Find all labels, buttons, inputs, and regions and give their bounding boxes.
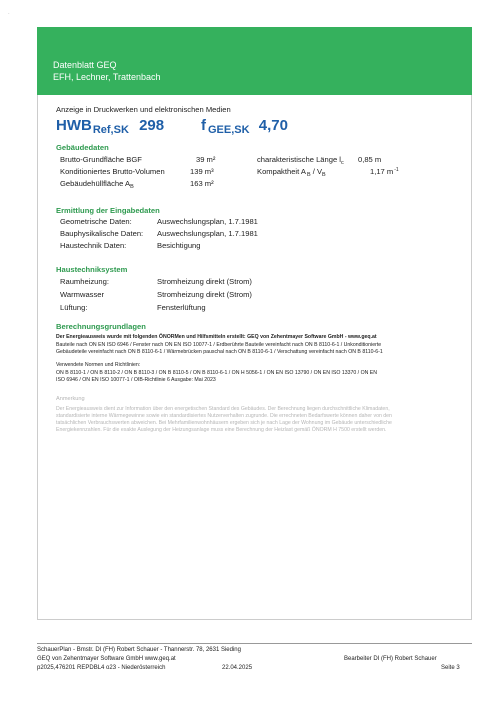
lc-label-text: charakteristische Länge l: [257, 155, 341, 164]
eingabe-row-value: Auswechslungsplan, 1.7.1981: [157, 217, 258, 226]
berechnung-heading: Berechnungsgrundlagen: [56, 322, 146, 331]
hwb-sub: Ref,SK: [92, 124, 129, 136]
ag-label-text: Gebäudehüllfläche A: [60, 179, 131, 188]
lc-sub: c: [341, 160, 344, 166]
kompakt-label-text: Kompaktheit A: [257, 167, 306, 176]
hwb-label: [56, 117, 164, 136]
eingabe-row-value: Auswechslungsplan, 1.7.1981: [157, 229, 258, 238]
footer-project-id: p2025,476201 REPDBL4 o23 - Niederösterreich: [37, 665, 166, 671]
normen-line: ON B 8110-1 / ON B 8110-2 / ON B 8110-3 / ON B 8110-5 / ON B 8110-6-1 / ON H 5056-1 / ON EN ISO 13790 / ON EN ISO 13370 / ON EN: [56, 370, 377, 376]
bgf-label: Brutto-Grundfläche BGF: [60, 155, 142, 164]
footer-divider: [37, 643, 472, 644]
header-subtitle: EFH, Lechner, Trattenbach: [53, 72, 161, 82]
kompakt-sub1: B: [306, 172, 311, 178]
header-banner: [37, 27, 472, 95]
eingabe-row-label: Bauphysikalische Daten:: [60, 229, 144, 238]
haustechnik-row-label: Lüftung:: [60, 303, 88, 312]
bv-label: Konditioniertes Brutto-Volumen: [60, 167, 165, 176]
ag-sub: B: [130, 184, 134, 190]
lc-label: [257, 155, 344, 166]
haustechnik-row-value: Fensterlüftung: [157, 303, 206, 312]
berechnung-line: Gebäudeteile vereinfacht nach ON B 8110-6-1 / Wärmebrücken pauschal nach ON B 8110-6-1 / Verschattung vereinfacht nach ON B 8110-6-1: [56, 349, 383, 355]
bgf-value: 39 m²: [196, 155, 216, 164]
eingabe-row-label: Haustechnik Daten:: [60, 241, 127, 250]
anmerkung-line: tatsächlichen Verbrauchswerten abweichen. Bei Mehrfamilienwohnhäusern ergeben sich je nach Lage der Wohnung im Gebäude unterschiedliche: [56, 420, 392, 426]
eingabe-row-label: Geometrische Daten:: [60, 217, 132, 226]
kompakt-sub2: B: [322, 172, 326, 178]
footer-date: 22.04.2025: [222, 665, 253, 671]
hwb-value: 298: [139, 117, 165, 134]
haustechnik-row-value: Stromheizung direkt (Strom): [157, 290, 252, 299]
haustechnik-row-label: Raumheizung:: [60, 277, 109, 286]
fgee-label-text: f: [201, 117, 206, 134]
kompakt-label: [257, 167, 326, 178]
footer-software: GEQ von Zehentmayer Software GmbH www.geq.at: [37, 656, 176, 662]
eingabe-row-value: Besichtigung: [157, 241, 201, 250]
haustechnik-row-value: Stromheizung direkt (Strom): [157, 277, 252, 286]
fgee-label: [201, 117, 288, 136]
anmerkung-line: Energiekennzahlen. Für die exakte Auslegung der Heizungsanlage muss eine Berechnung der Heizlast gemäß ÖNORM H 7500 erstellt werden.: [56, 427, 387, 433]
footer-company: SchauerPlan - Bmstr. DI (FH) Robert Schauer - Thannerstr. 78, 2631 Sieding: [37, 647, 241, 653]
ag-label: [60, 179, 134, 190]
bv-value: 139 m³: [190, 167, 214, 176]
lc-value: 0,85 m: [358, 155, 382, 164]
normen-line: ISO 6946 / ON EN ISO 10077-1 / OIB-Richtlinie 6 Ausgabe: Mai 2023: [56, 377, 216, 383]
fgee-value: 4,70: [258, 117, 288, 134]
ag-value: 163 m²: [190, 179, 214, 188]
anmerkung-heading: Anmerkung: [56, 396, 85, 402]
kompakt-mid: / V: [310, 167, 323, 176]
berechnung-bold-line: Der Energieausweis wurde mit folgenden ÖNORMen und Hilfsmitteln erstellt: GEQ von Zehentmayer Software GmbH - www.geq.at: [56, 334, 377, 340]
haustechnik-row-label: Warmwasser: [60, 290, 105, 299]
footer-page-number: Seite 3: [441, 665, 460, 671]
footer-bearbeiter: Bearbeiter DI (FH) Robert Schauer: [344, 656, 437, 662]
intro-text: Anzeige in Druckwerken und elektronischen Medien: [56, 105, 231, 114]
kompakt-exp: -1: [394, 167, 399, 173]
kompakt-value-text: 1,17 m: [370, 167, 394, 176]
eingabedaten-heading: Ermittlung der Eingabedaten: [56, 206, 160, 215]
header-title: Datenblatt GEQ: [53, 60, 117, 70]
hwb-label-text: HWB: [56, 117, 92, 134]
fgee-sub: GEE,SK: [208, 124, 250, 136]
haustechnik-heading: Haustechniksystem: [56, 265, 128, 274]
gebaeudedaten-heading: Gebäudedaten: [56, 143, 109, 152]
normen-heading: Verwendete Normen und Richtlinien:: [56, 362, 141, 368]
anmerkung-line: standardisierte interne Wärmegewinne sowie ein standardisiertes Nutzerverhalten zugrunde. Die errechneten Bedarfswerte können daher von den: [56, 413, 392, 419]
anmerkung-line: Der Energieausweis dient zur Information über den energetischen Standard des Gebäudes. Der Berechnung liegen durchschnittliche Klimadaten,: [56, 406, 390, 412]
berechnung-line: Bauteile nach ON EN ISO 6946 / Fenster nach ON EN ISO 10077-1 / Erdberührte Bauteile vereinfacht nach ON B 8110-6-1 / Unkonditionierte: [56, 342, 382, 348]
kompakt-value: [370, 167, 399, 176]
page-corner-mark: .: [8, 10, 10, 16]
